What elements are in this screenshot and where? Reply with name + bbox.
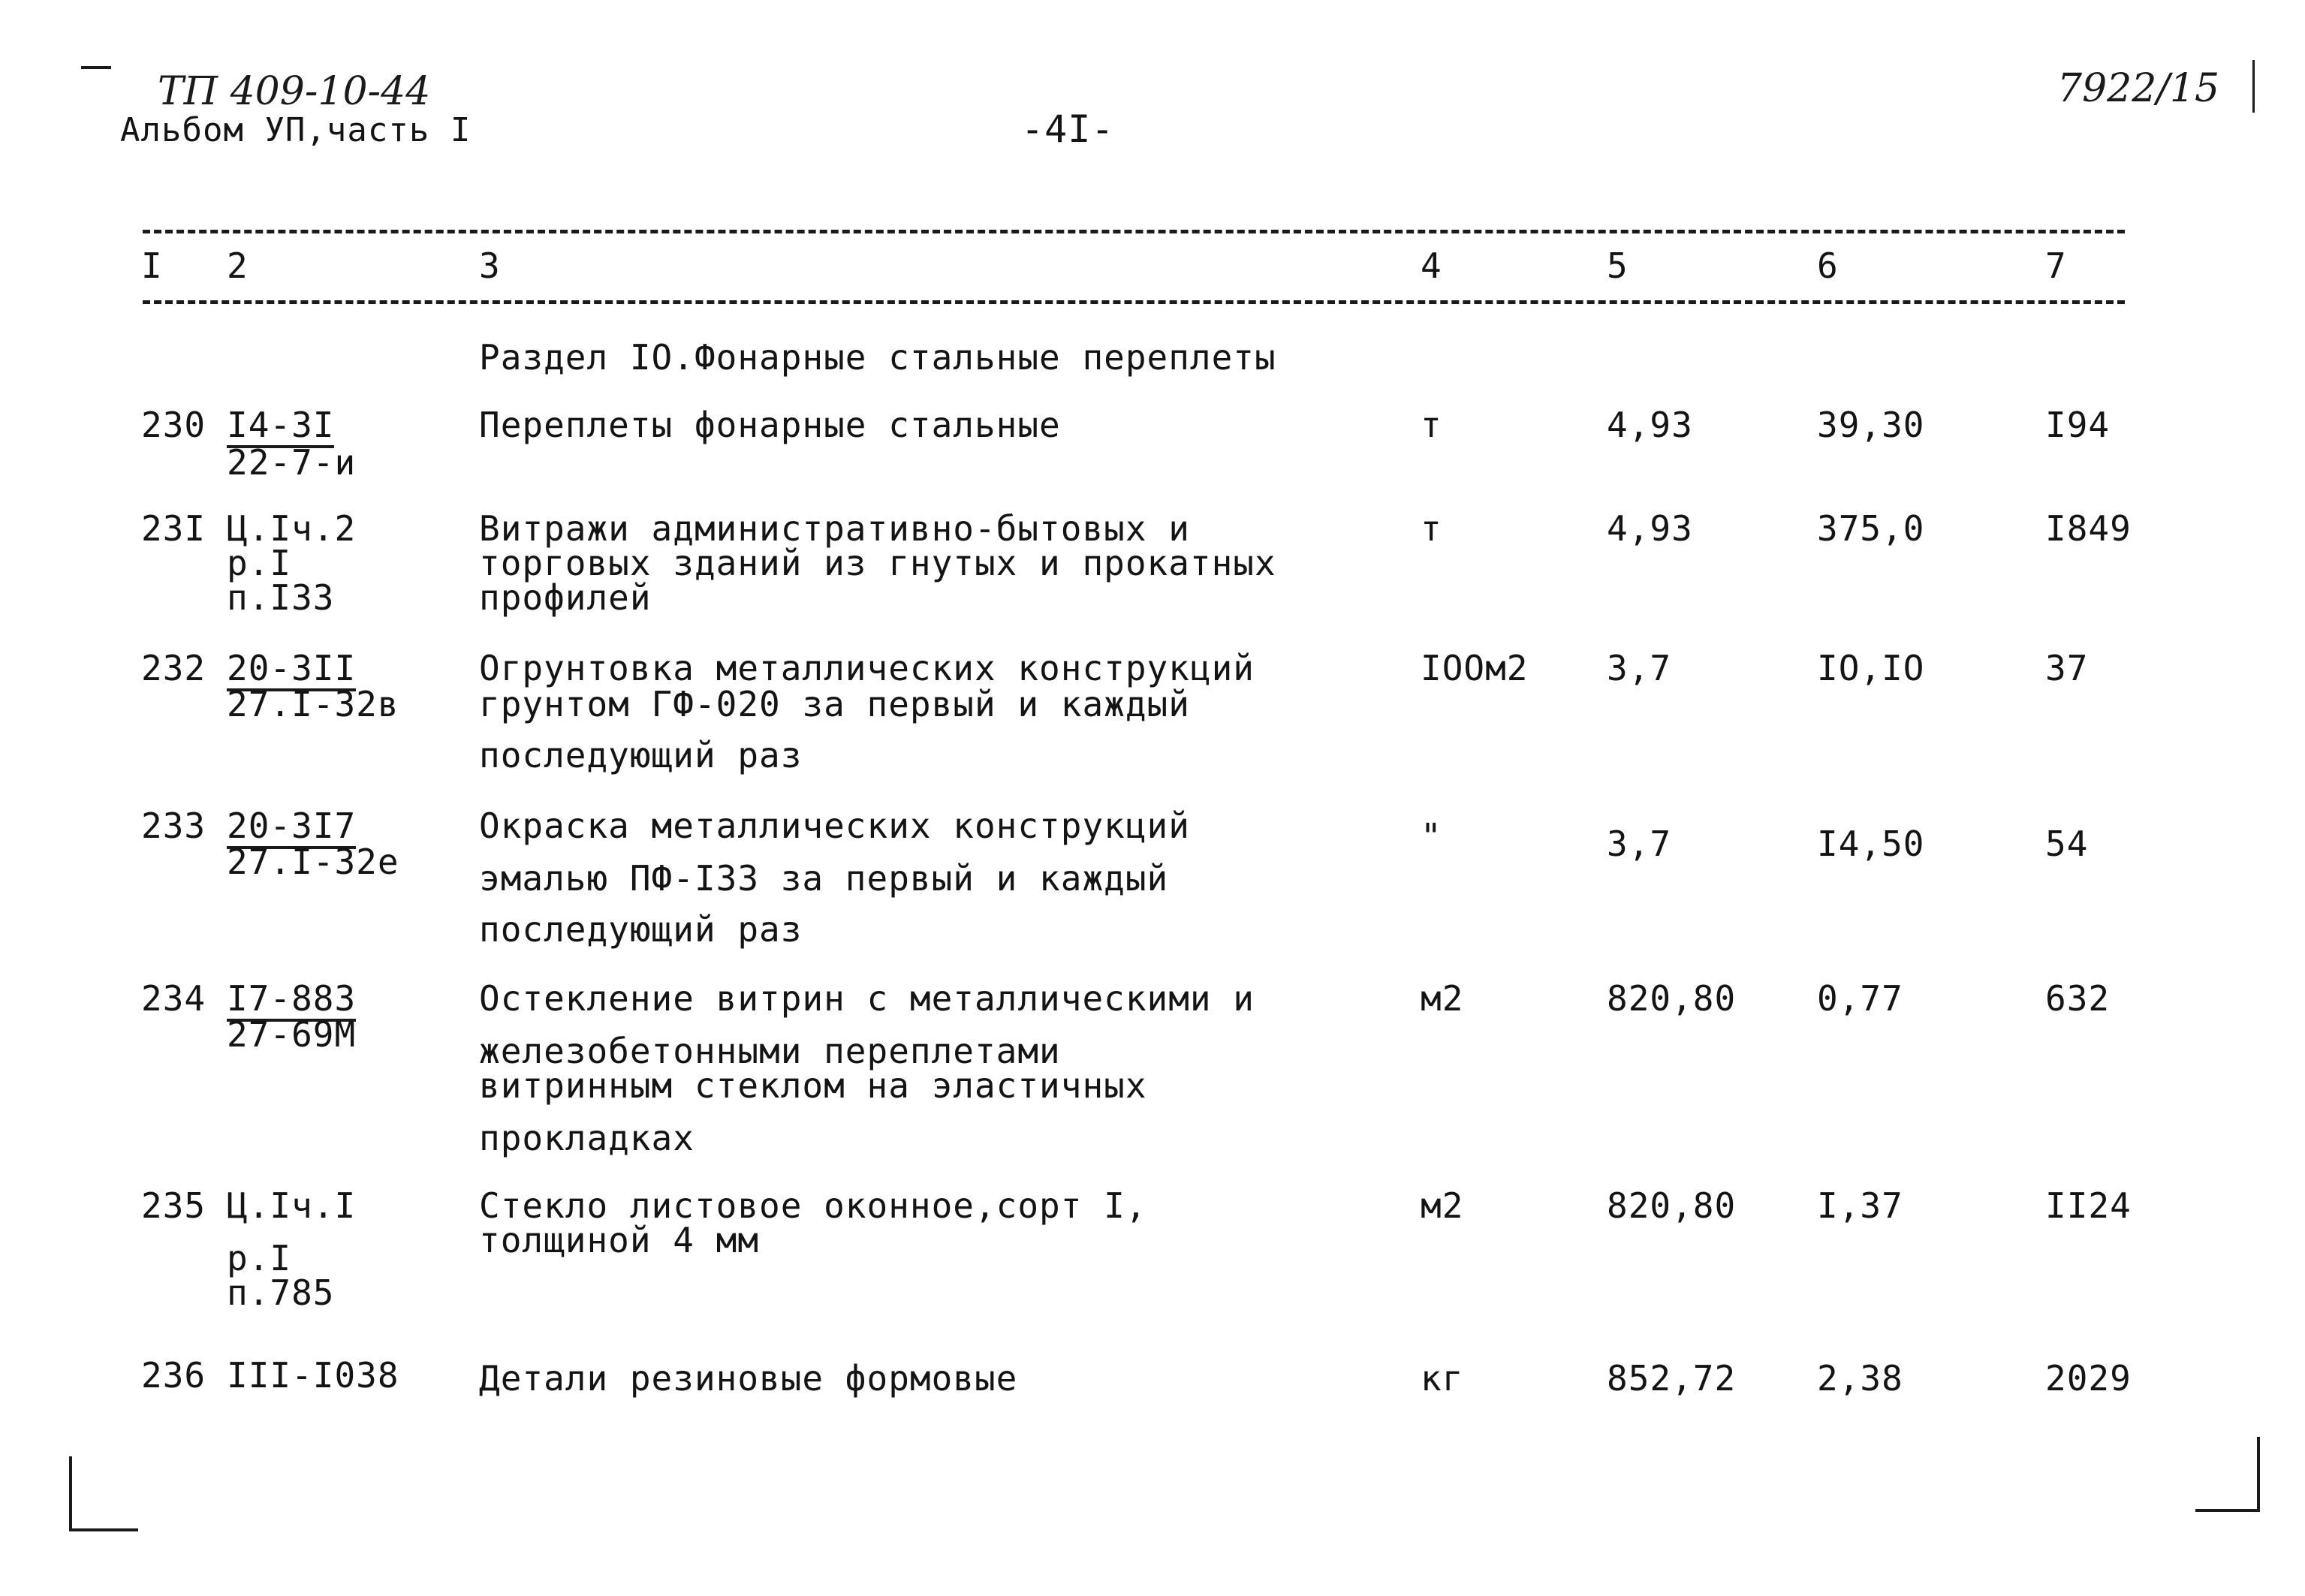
unit-price: 0,77 [1817,978,1903,1019]
item-description: Огрунтовка металлических конструкций [479,648,1255,688]
crop-mark-bottom-left-horizontal [69,1528,138,1531]
norm-code [227,650,356,686]
norm-code-numerator: I4-3I [227,405,334,448]
col-header-1: I [141,245,163,286]
total-cost: 54 [2045,824,2089,864]
row-number: 23I [141,508,206,549]
unit: м2 [1421,978,1464,1019]
norm-code [227,808,356,844]
header-rule-top [143,230,2125,233]
section-title: Раздел IO.Фонарные стальные переплеты [479,337,1276,378]
page-number: -4I- [1021,107,1115,151]
row-number: 234 [141,978,206,1019]
doc-code-number: 409-10-44 [230,69,431,114]
item-description: последующий раз [479,909,803,950]
crop-mark-bottom-right-vertical [2257,1437,2260,1512]
norm-code-line: п.I33 [227,577,335,618]
norm-code-denominator: 27-69М [227,1014,357,1055]
unit: м2 [1421,1185,1464,1226]
header-rule-bottom [143,300,2125,304]
row-number: 233 [141,806,206,846]
unit-price: 39,30 [1817,405,1925,445]
norm-code-numerator: 20-3II [227,648,356,691]
unit-price: 375,0 [1817,508,1925,549]
row-number: 236 [141,1355,206,1396]
col-header-3: 3 [479,245,501,286]
item-description: последующий раз [479,735,803,775]
item-description: эмалью ПФ-I33 за первый и каждый [479,858,1169,899]
norm-code-line: Ц.Iч.I [227,1185,357,1226]
total-cost: I94 [2045,405,2111,445]
item-description: толщиной 4 мм [479,1220,760,1260]
quantity: 820,80 [1607,978,1737,1019]
item-description: витринным стеклом на эластичных [479,1065,1147,1106]
doc-code [158,69,430,114]
unit: т [1421,405,1442,445]
unit: " [1421,816,1442,857]
norm-code-numerator: I7-883 [227,978,356,1022]
norm-code-numerator: 20-3I7 [227,806,356,849]
col-header-6: 6 [1817,245,1839,286]
item-description: профилей [479,577,652,618]
total-cost: 2029 [2045,1358,2132,1399]
total-cost: 37 [2045,648,2089,688]
item-description: Стекло листовое оконное,сорт I, [479,1185,1147,1226]
col-header-7: 7 [2045,245,2067,286]
quantity: 820,80 [1607,1185,1737,1226]
norm-code-line: р.I [227,1238,292,1278]
norm-code-denominator: 27.I-32е [227,842,399,882]
doc-code-prefix: ТП [158,69,218,114]
row-number: 230 [141,405,206,445]
row-number: 232 [141,648,206,688]
quantity: 4,93 [1607,405,1693,445]
quantity: 3,7 [1607,824,1672,864]
norm-code-denominator: 22-7-и [227,442,357,483]
edge-mark-top-right [2252,60,2255,113]
norm-code [227,978,357,1019]
item-description: Витражи административно-бытовых и [479,508,1190,549]
unit: т [1421,508,1442,549]
norm-code [227,407,334,443]
item-description: грунтом ГФ-020 за первый и каждый [479,684,1190,724]
crop-mark-bottom-right-horizontal [2195,1509,2257,1512]
total-cost: I849 [2045,508,2132,549]
sheet-reference: 7922/15 [2057,66,2220,111]
unit-price: 2,38 [1817,1358,1903,1399]
norm-code-denominator: 27.I-32в [227,684,399,724]
norm-code-line: п.785 [227,1272,335,1313]
item-description: Остекление витрин с металлическими и [479,978,1255,1019]
row-number: 235 [141,1185,206,1226]
corner-tick [81,66,111,69]
item-description: Окраска металлических конструкций [479,806,1190,846]
unit-price: IO,IO [1817,648,1925,688]
item-description: прокладках [479,1118,695,1158]
item-description: Детали резиновые формовые [479,1358,1018,1399]
quantity: 852,72 [1607,1358,1737,1399]
col-header-4: 4 [1421,245,1442,286]
item-description: железобетонными переплетами [479,1031,1061,1071]
total-cost: 632 [2045,978,2111,1019]
col-header-2: 2 [227,245,249,286]
quantity: 3,7 [1607,648,1672,688]
total-cost: II24 [2045,1185,2132,1226]
norm-code-line: Ц.Iч.2 [227,508,357,549]
quantity: 4,93 [1607,508,1693,549]
unit: IOOм2 [1421,648,1529,688]
unit-price: I,37 [1817,1185,1903,1226]
unit-price: I4,50 [1817,824,1925,864]
item-description: Переплеты фонарные стальные [479,405,1061,445]
unit: кг [1421,1358,1464,1399]
norm-code-line: III-I038 [227,1355,399,1396]
norm-code-line: р.I [227,543,292,583]
crop-mark-bottom-left-vertical [69,1456,72,1531]
item-description: торговых зданий из гнутых и прокатных [479,543,1276,583]
album-label: Альбом УП,часть I [120,111,472,149]
col-header-5: 5 [1607,245,1629,286]
